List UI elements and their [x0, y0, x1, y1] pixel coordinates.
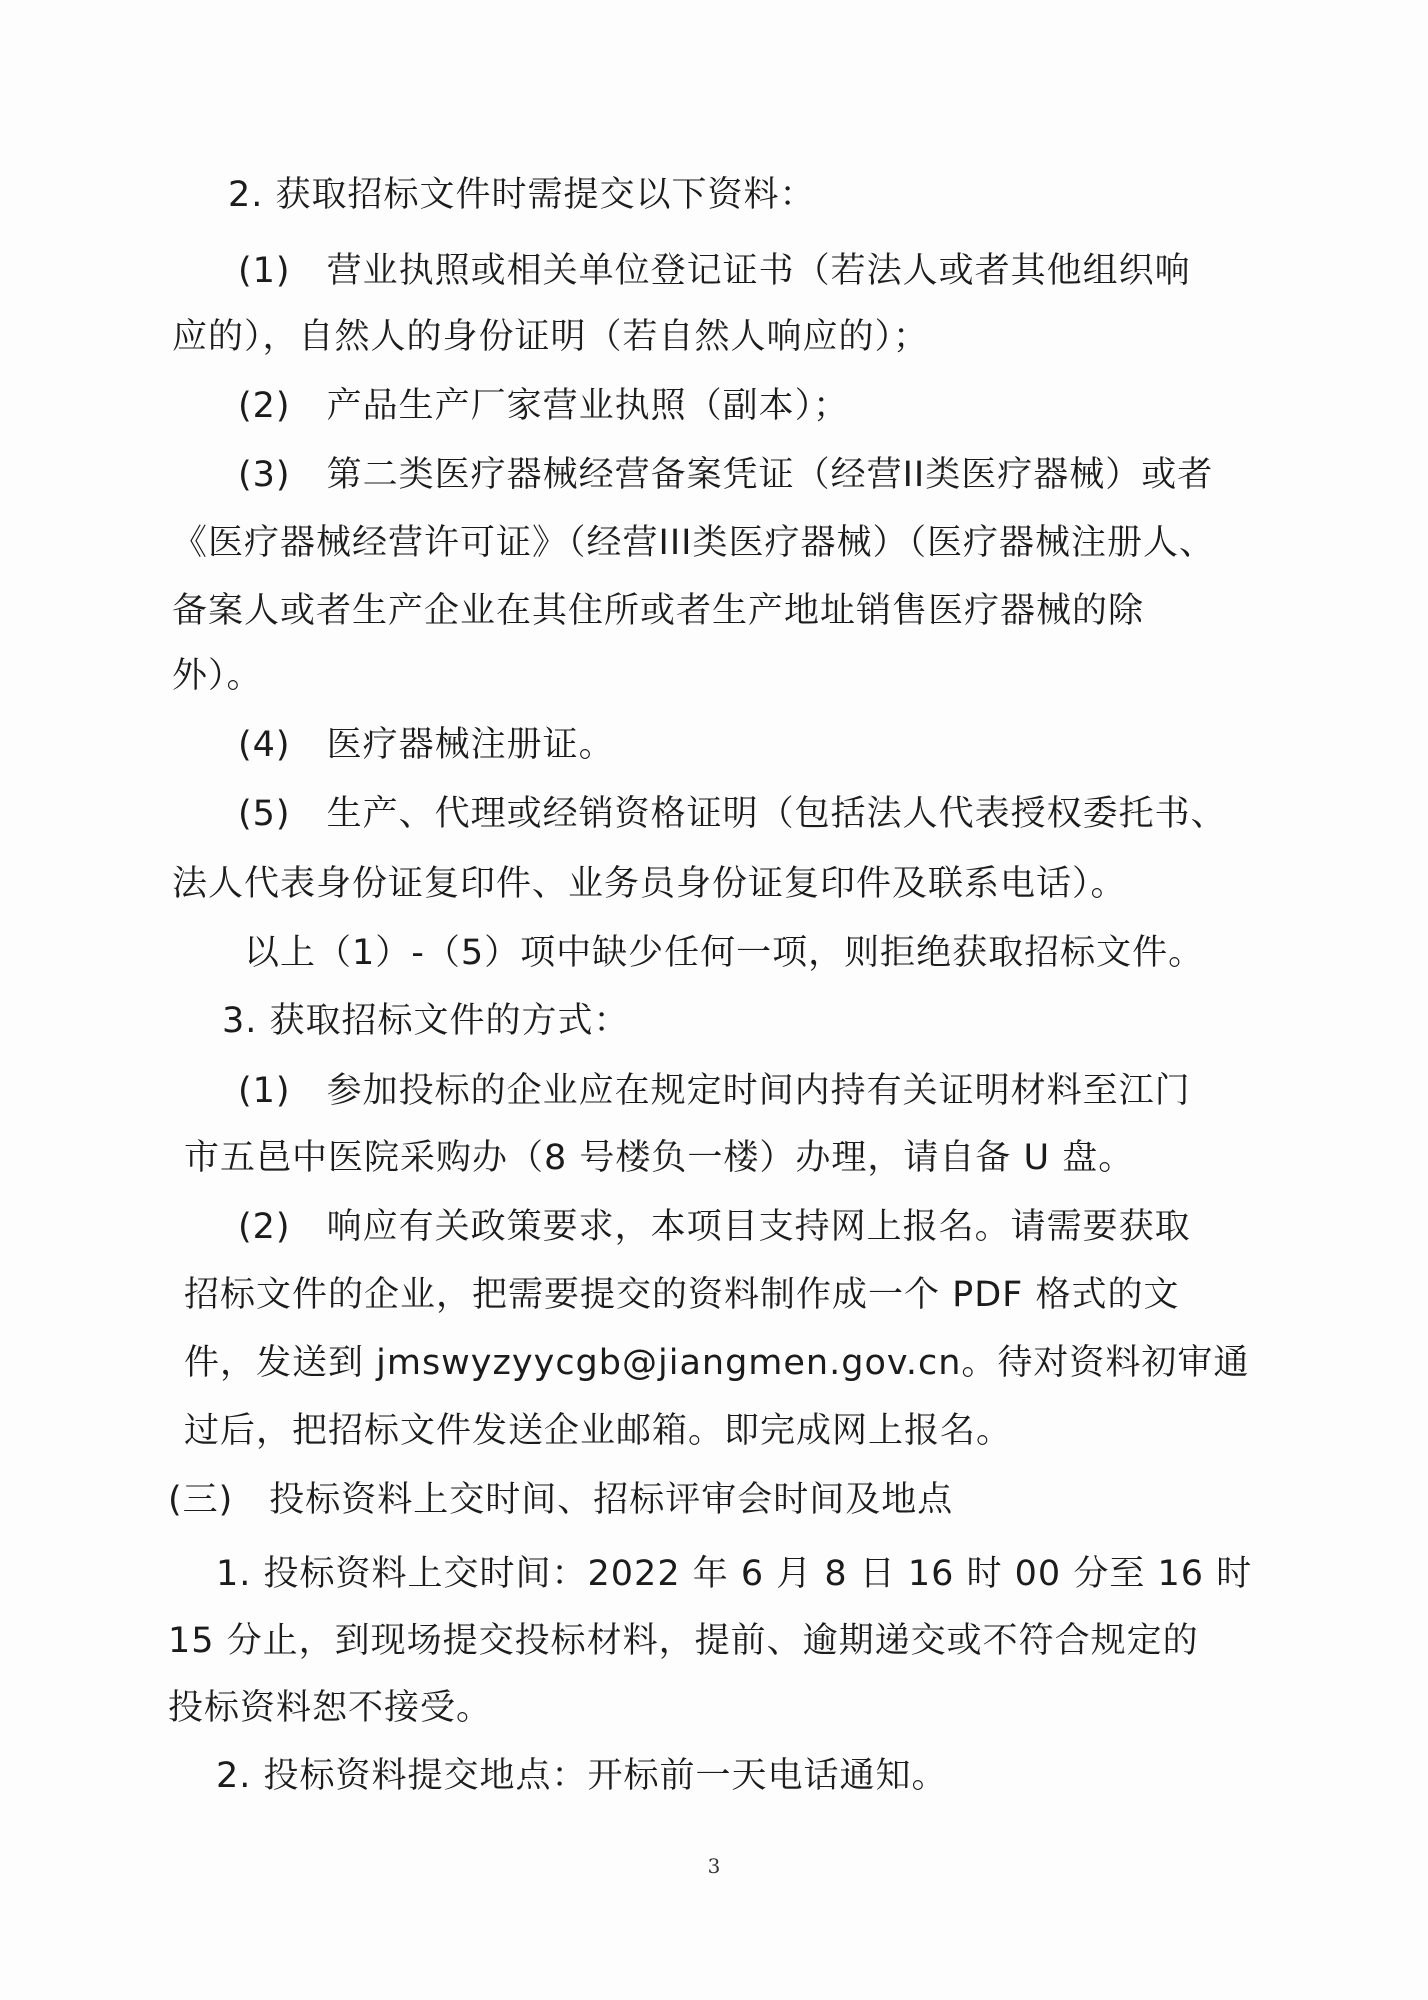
page-number: 3 [707, 1854, 721, 1878]
text-line: 2. 获取招标文件时需提交以下资料： [228, 175, 816, 215]
text-line: 投标资料恕不接受。 [168, 1688, 493, 1728]
text-line: 外）。 [172, 656, 263, 696]
section-heading: (三) 投标资料上交时间、招标评审会时间及地点 [168, 1480, 954, 1520]
text-line: 应的），自然人的身份证明（若自然人响应的）； [172, 317, 930, 357]
text-line: 过后，把招标文件发送企业邮箱。即完成网上报名。 [184, 1411, 1013, 1451]
text-line: (1) 参加投标的企业应在规定时间内持有关证明材料至江门 [238, 1071, 1191, 1111]
text-line: (1) 营业执照或相关单位登记证书（若法人或者其他组织响 [238, 251, 1191, 291]
text-line: 3. 获取招标文件的方式： [222, 1001, 630, 1041]
text-line: 《医疗器械经营许可证》（经营III类医疗器械）（医疗器械注册人、 [172, 523, 1215, 563]
text-line: 招标文件的企业，把需要提交的资料制作成一个 PDF 格式的文 [184, 1275, 1180, 1315]
text-line: 法人代表身份证复印件、业务员身份证复印件及联系电话）。 [172, 864, 1127, 904]
text-line: (2) 响应有关政策要求，本项目支持网上报名。请需要获取 [238, 1207, 1191, 1247]
text-line: (5) 生产、代理或经销资格证明（包括法人代表授权委托书、 [238, 794, 1227, 834]
text-line: 1. 投标资料上交时间：2022 年 6 月 8 日 16 时 00 分至 16 时 [216, 1554, 1253, 1594]
text-line: 备案人或者生产企业在其住所或者生产地址销售医疗器械的除 [172, 591, 1145, 631]
text-line: 市五邑中医院采购办（8 号楼负一楼）办理，请自备 U 盘。 [184, 1138, 1135, 1178]
text-line: 件，发送到 jmswyzyycgb@jiangmen.gov.cn。待对资料初审通 [184, 1343, 1250, 1383]
text-line: 2. 投标资料提交地点：开标前一天电话通知。 [216, 1756, 948, 1796]
text-line: (3) 第二类医疗器械经营备案凭证（经营II类医疗器械）或者 [238, 455, 1214, 495]
text-line: (2) 产品生产厂家营业执照（副本）； [238, 386, 850, 426]
text-line: 15 分止，到现场提交投标材料，提前、逾期递交或不符合规定的 [168, 1621, 1199, 1661]
text-line: (4) 医疗器械注册证。 [238, 725, 615, 765]
text-line: 以上（1）-（5）项中缺少任何一项，则拒绝获取招标文件。 [244, 933, 1205, 973]
